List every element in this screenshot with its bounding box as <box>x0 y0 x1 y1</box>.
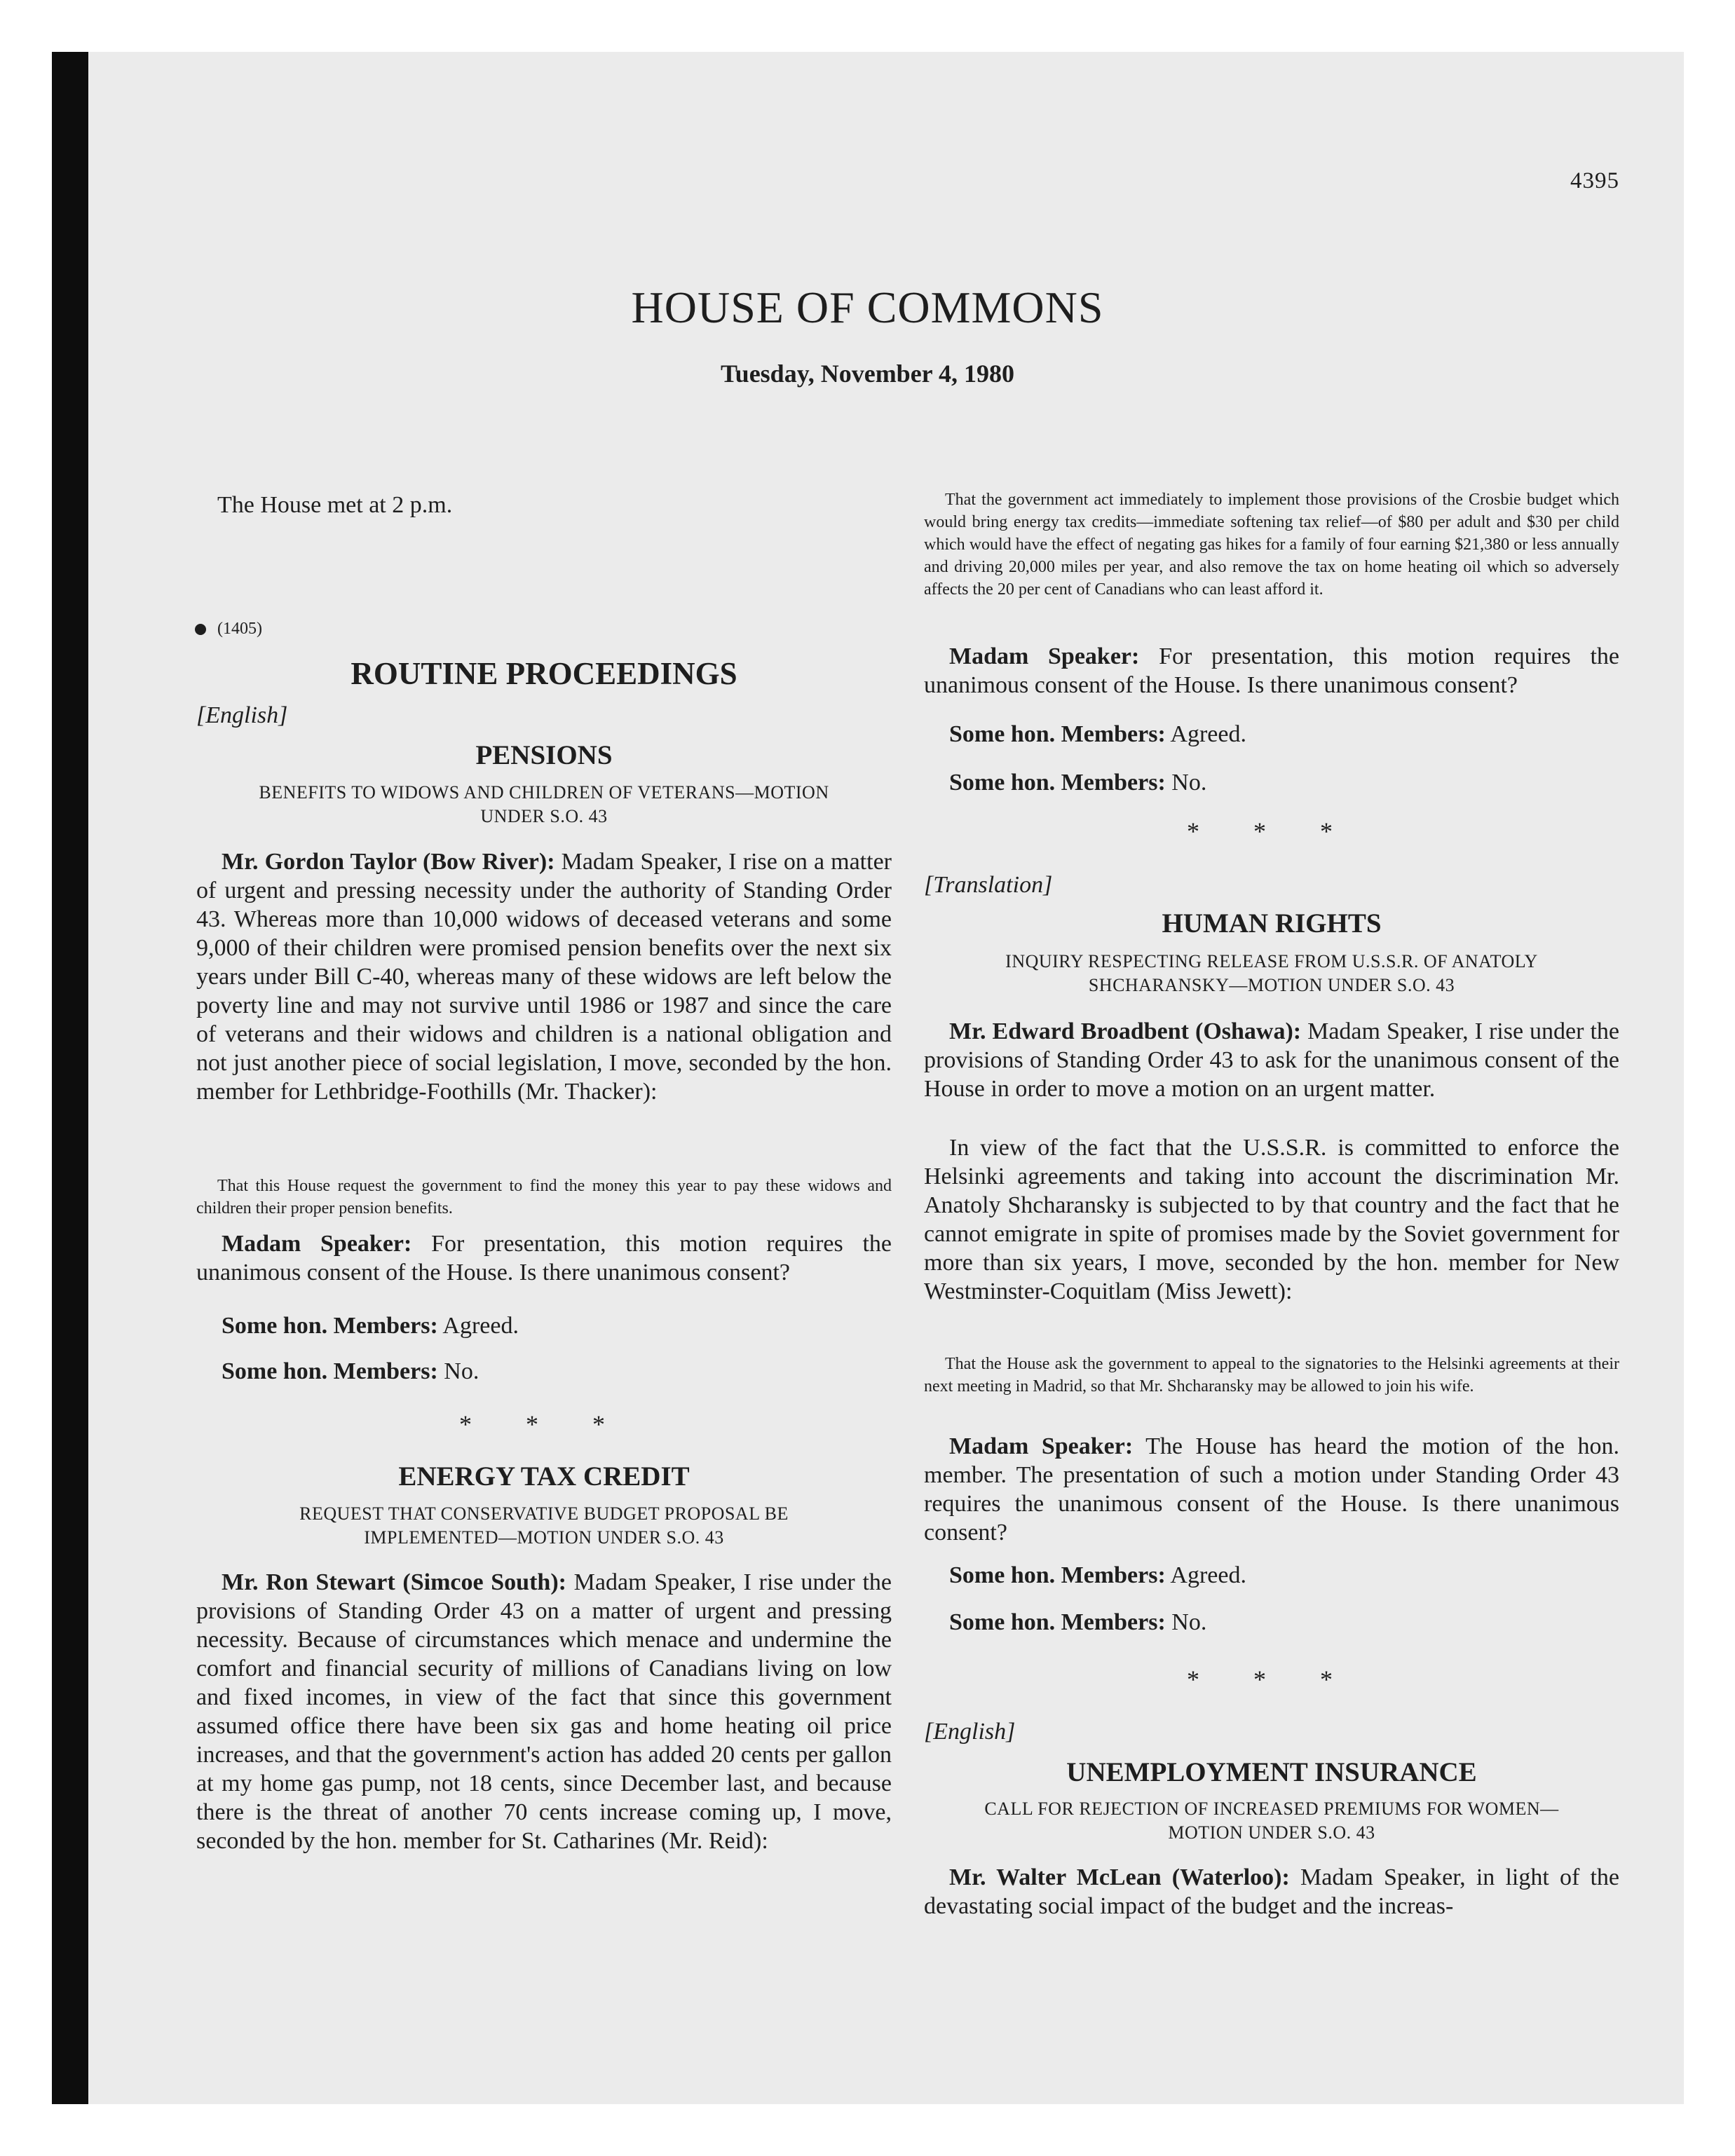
subheading-line: INQUIRY RESPECTING RELEASE FROM U.S.S.R. OF ANATOLY <box>1005 951 1538 971</box>
stewart-speech <box>196 1568 892 1855</box>
subheading-line: IMPLEMENTED—MOTION UNDER S.O. 43 <box>364 1527 724 1548</box>
speaker-name: Mr. Walter McLean (Waterloo): <box>949 1864 1290 1890</box>
human-rights-heading: HUMAN RIGHTS <box>1162 908 1382 939</box>
speaker-label: Madam Speaker: <box>222 1231 412 1257</box>
taylor-speech <box>196 847 892 1106</box>
speech-text: Agreed. <box>437 1313 519 1339</box>
speaker-label: Madam Speaker: <box>949 643 1140 669</box>
bullet-icon <box>195 624 206 635</box>
energy-tax-credit-heading: ENERGY TAX CREDIT <box>398 1461 690 1492</box>
speaker-label: Some hon. Members: <box>949 1609 1166 1635</box>
human-rights-subheading <box>924 950 1619 997</box>
members-response-no <box>924 768 1619 797</box>
subheading-line: BENEFITS TO WIDOWS AND CHILDREN OF VETERANS—MOTION <box>259 782 829 803</box>
speech-text: For presentation, this motion requires the unanimous consent of the House. Is there unanimous consent? <box>924 643 1619 698</box>
language-marker: [English] <box>196 702 288 728</box>
speech-text: Madam Speaker, I rise on a matter of urgent and pressing necessity under the authority of Standing Order 43. Whereas more than 10,000 widows of deceased veterans and some 9,000 of their children were promised pension benefits over the next six years under Bill C-40, whereas many of these widows are left below the poverty line and may not survive until 1986 or 1987 and since the care of veterans and their widows and children is a national obligation and not just another piece of social legislation, I move, seconded by the hon. member for Lethbridge-Foothills (Mr. Thacker): <box>196 849 892 1105</box>
sitting-date: Tuesday, November 4, 1980 <box>720 360 1015 388</box>
members-response-no <box>924 1608 1619 1637</box>
madam-speaker-ruling <box>924 642 1619 700</box>
time-stamp <box>195 620 262 639</box>
members-response-agreed <box>924 720 1619 749</box>
speech-text: Agreed. <box>1165 1562 1246 1588</box>
unemployment-subheading <box>924 1797 1619 1845</box>
pensions-heading: PENSIONS <box>475 740 613 770</box>
routine-proceedings-heading: ROUTINE PROCEEDINGS <box>351 656 737 691</box>
section-divider-stars: * * * <box>459 1410 629 1438</box>
pensions-subheading <box>196 781 892 828</box>
speech-text: No. <box>1165 1609 1207 1635</box>
subheading-line: CALL FOR REJECTION OF INCREASED PREMIUMS FOR WOMEN— <box>984 1799 1559 1819</box>
speaker-label: Some hon. Members: <box>949 721 1166 747</box>
language-marker: [English] <box>924 1719 1016 1745</box>
page-title: HOUSE OF COMMONS <box>631 282 1104 332</box>
speaker-name: Mr. Gordon Taylor (Bow River): <box>222 849 555 875</box>
house-met-line: The House met at 2 p.m. <box>217 492 453 518</box>
pensions-motion-text: That this House request the government to find the money this year to pay these widows and children their proper pension benefits. <box>196 1177 892 1217</box>
mclean-speech <box>924 1863 1619 1920</box>
speech-text: Agreed. <box>1165 721 1246 747</box>
speech-text: Madam Speaker, I rise under the provisions of Standing Order 43 on a matter of urgent and pressing necessity. Because of circumstances which menace and undermine the comfort and financial security of millions of Canadians living on low and fixed incomes, in view of the fact that since this government assumed office there have been six gas and home heating oil price increases, and that the government's action has added 20 cents per gallon at my home gas pump, not 18 cents, since December last, and because there is the threat of another 70 cents increase coming up, I move, seconded by the hon. member for St. Catharines (Mr. Reid): <box>196 1569 892 1854</box>
madam-speaker-ruling <box>924 1432 1619 1547</box>
speaker-name: Mr. Ron Stewart (Simcoe South): <box>222 1569 566 1595</box>
unemployment-insurance-heading: UNEMPLOYMENT INSURANCE <box>1066 1757 1477 1787</box>
energy-subheading <box>196 1502 892 1550</box>
speech-text: No. <box>1165 770 1207 796</box>
subheading-line: UNDER S.O. 43 <box>480 806 608 826</box>
speech-text: For presentation, this motion requires the unanimous consent of the House. Is there unanimous consent? <box>196 1231 892 1285</box>
speech-text: No. <box>437 1358 479 1384</box>
members-response-agreed <box>924 1561 1619 1590</box>
members-response-no <box>196 1357 892 1386</box>
time-stamp-text: (1405) <box>217 620 262 638</box>
speech-text: Madam Speaker, in light of the devastating social impact of the budget and the increas- <box>924 1864 1619 1919</box>
speaker-label: Some hon. Members: <box>949 1562 1166 1588</box>
speaker-name: Mr. Edward Broadbent (Oshawa): <box>949 1018 1302 1044</box>
speaker-label: Madam Speaker: <box>949 1433 1134 1459</box>
broadbent-speech-continued: In view of the fact that the U.S.S.R. is committed to enforce the Helsinki agreements and taking into account the discrimination Mr. Anatoly Shcharansky is subjected to by that country and the fact that he cannot emigrate in spite of promises made by the Soviet government for more than six years, I move, seconded by the hon. member for New Westminster-Coquitlam (Miss Jewett): <box>924 1135 1619 1304</box>
section-divider-stars: * * * <box>1187 1665 1356 1693</box>
energy-motion-text: That the government act immediately to implement those provisions of the Crosbie budget which would bring energy tax credits—immediate softening tax relief—of $80 per adult and $30 per child which would have the effect of negating gas hikes for a family of four earning $21,380 or less annually and driving 20,000 miles per year, and also remove the tax on home heating oil which so adversely affects the 20 per cent of Canadians who can least afford it. <box>924 491 1619 599</box>
section-divider-stars: * * * <box>1187 817 1356 845</box>
broadbent-speech <box>924 1017 1619 1103</box>
language-marker: [Translation] <box>924 872 1053 898</box>
subheading-line: REQUEST THAT CONSERVATIVE BUDGET PROPOSAL BE <box>299 1503 789 1524</box>
speaker-label: Some hon. Members: <box>222 1313 438 1339</box>
subheading-line: MOTION UNDER S.O. 43 <box>1168 1822 1375 1843</box>
human-rights-motion-text: That the House ask the government to appeal to the signatories to the Helsinki agreements at their next meeting in Madrid, so that Mr. Shcharansky may be allowed to join his wife. <box>924 1355 1619 1396</box>
members-response-agreed <box>196 1311 892 1340</box>
madam-speaker-ruling <box>196 1229 892 1287</box>
speech-text: Madam Speaker, I rise under the provisions of Standing Order 43 to ask for the unanimous consent of the House in order to move a motion on an urgent matter. <box>924 1018 1619 1102</box>
speaker-label: Some hon. Members: <box>949 770 1166 796</box>
speaker-label: Some hon. Members: <box>222 1358 438 1384</box>
speech-text: The House has heard the motion of the hon. member. The presentation of such a motion under Standing Order 43 requires the unanimous consent of the House. Is there unanimous consent? <box>924 1433 1619 1546</box>
subheading-line: SHCHARANSKY—MOTION UNDER S.O. 43 <box>1088 975 1455 995</box>
page-number: 4395 <box>1570 168 1619 193</box>
